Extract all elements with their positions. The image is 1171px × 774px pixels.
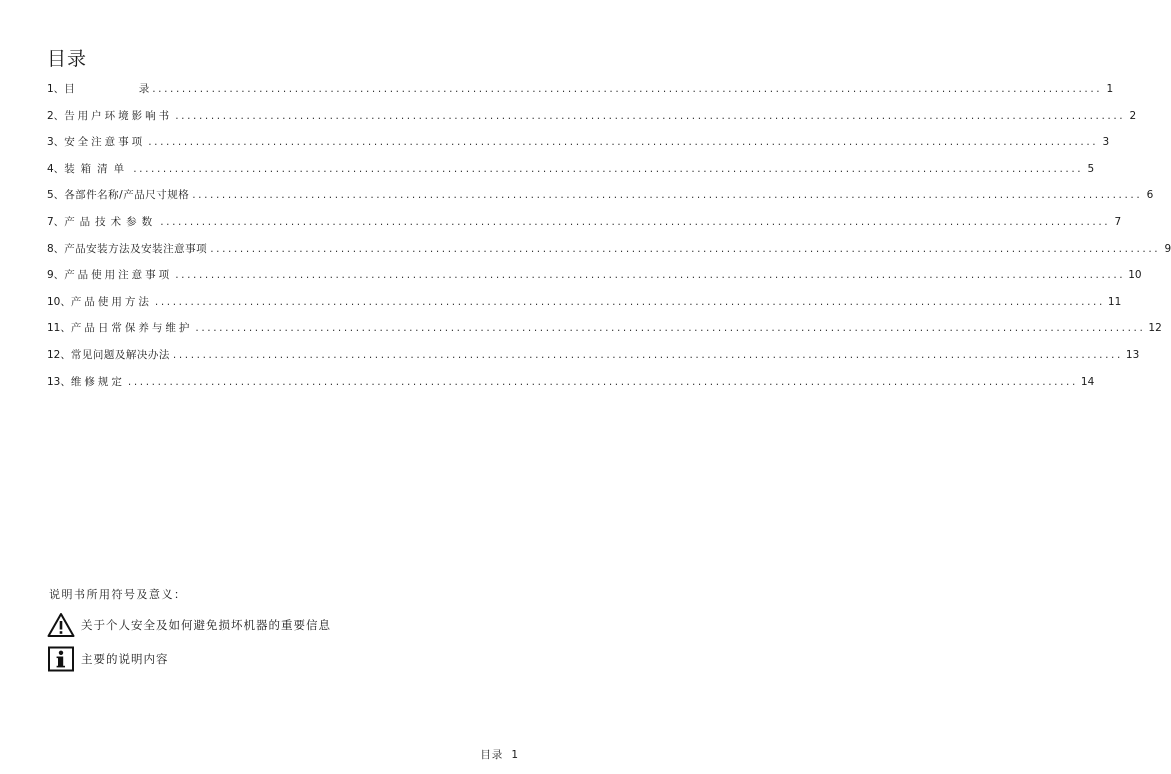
toc-page: 12 xyxy=(1148,322,1162,335)
toc-title-part: 录 xyxy=(138,83,150,95)
toc-title xyxy=(64,81,149,96)
toc-title: 产品使用方法 xyxy=(70,295,152,308)
toc-number: 8、 xyxy=(47,242,65,255)
footer-label: 目录 xyxy=(480,749,504,761)
toc-title: 维修规定 xyxy=(70,375,125,388)
legend-info xyxy=(47,646,169,672)
dot-leader: ................................................................................................................................................................ xyxy=(154,295,1105,308)
toc-page: 7 xyxy=(1114,215,1122,228)
toc-entry[interactable] xyxy=(47,347,1140,374)
dot-leader: ................................................................................................................................................................ xyxy=(192,189,1143,202)
info-box-icon xyxy=(47,646,75,672)
toc-title: 装箱清单 xyxy=(64,162,131,175)
dot-leader: ................................................................................................................................................................ xyxy=(175,109,1126,122)
legend-title: 说明书所用符号及意义： xyxy=(49,588,187,601)
dot-leader: ................................................................................................................................................................ xyxy=(195,322,1146,335)
toc-number: 2、 xyxy=(47,109,65,122)
toc-page: 10 xyxy=(1128,269,1142,282)
toc-page: 11 xyxy=(1107,295,1122,308)
toc-entry[interactable] xyxy=(47,161,1095,188)
dot-leader: ................................................................................................................................................................ xyxy=(172,348,1123,361)
toc-entry[interactable] xyxy=(47,187,1154,214)
toc-page: 6 xyxy=(1146,189,1154,202)
toc-number: 13、 xyxy=(47,375,71,388)
footer-page-number: 1 xyxy=(511,749,519,761)
toc-entry[interactable] xyxy=(47,374,1095,401)
dot-leader: ................................................................................................................................................................ xyxy=(127,375,1078,388)
toc-number: 5、 xyxy=(47,189,65,202)
toc-number: 10、 xyxy=(47,295,71,308)
dot-leader: ................................................................................................................................................................ xyxy=(152,83,1103,95)
toc-number: 7、 xyxy=(47,215,65,228)
toc-entry[interactable] xyxy=(47,294,1122,321)
toc-number: 12、 xyxy=(47,348,71,361)
toc-page: 3 xyxy=(1102,136,1110,149)
toc-entry[interactable] xyxy=(47,134,1110,161)
toc-title: 告用户环境影响书 xyxy=(64,109,173,122)
toc-number: 9、 xyxy=(47,269,65,282)
toc-number: 11、 xyxy=(47,322,71,335)
toc-title: 产品使用注意事项 xyxy=(64,269,173,282)
toc-title: 产品技术参数 xyxy=(64,215,158,228)
toc-entry[interactable] xyxy=(47,241,1171,268)
toc-page: 9 xyxy=(1164,242,1171,255)
page-title: 目录 xyxy=(47,48,88,70)
toc-title: 各部件名称/产品尺寸规格 xyxy=(64,189,190,202)
toc-page: 13 xyxy=(1125,348,1140,361)
legend-warning-text: 关于个人安全及如何避免损坏机器的重要信息 xyxy=(81,618,331,632)
toc-title: 产品安装方法及安装注意事项 xyxy=(64,242,208,255)
toc-number: 4、 xyxy=(47,162,65,175)
legend-info-text: 主要的说明内容 xyxy=(81,652,169,666)
toc-number: 3、 xyxy=(47,136,65,149)
dot-leader: ................................................................................................................................................................ xyxy=(133,162,1084,175)
dot-leader: ................................................................................................................................................................ xyxy=(210,242,1161,255)
toc-entry[interactable] xyxy=(47,214,1122,241)
toc-title: 安全注意事项 xyxy=(64,136,146,149)
toc-page: 14 xyxy=(1080,375,1095,388)
toc-entry[interactable] xyxy=(47,108,1137,135)
toc-title: 常见问题及解决办法 xyxy=(70,348,170,361)
toc-entry[interactable] xyxy=(47,267,1142,294)
toc-title-part: 目 xyxy=(64,83,75,95)
toc-entry[interactable] xyxy=(47,81,1114,108)
toc-page: 1 xyxy=(1106,83,1114,95)
warning-triangle-icon xyxy=(47,612,75,638)
page-footer xyxy=(480,747,519,762)
table-of-contents xyxy=(47,81,1171,400)
dot-leader: ................................................................................................................................................................ xyxy=(148,136,1099,149)
legend-warning xyxy=(47,612,331,638)
toc-title: 产品日常保养与维护 xyxy=(70,322,193,335)
toc-page: 5 xyxy=(1087,162,1095,175)
dot-leader: ................................................................................................................................................................ xyxy=(175,269,1126,282)
toc-number: 1、 xyxy=(47,83,65,95)
dot-leader: ................................................................................................................................................................ xyxy=(160,215,1111,228)
toc-page: 2 xyxy=(1129,109,1137,122)
toc-entry[interactable] xyxy=(47,320,1162,347)
